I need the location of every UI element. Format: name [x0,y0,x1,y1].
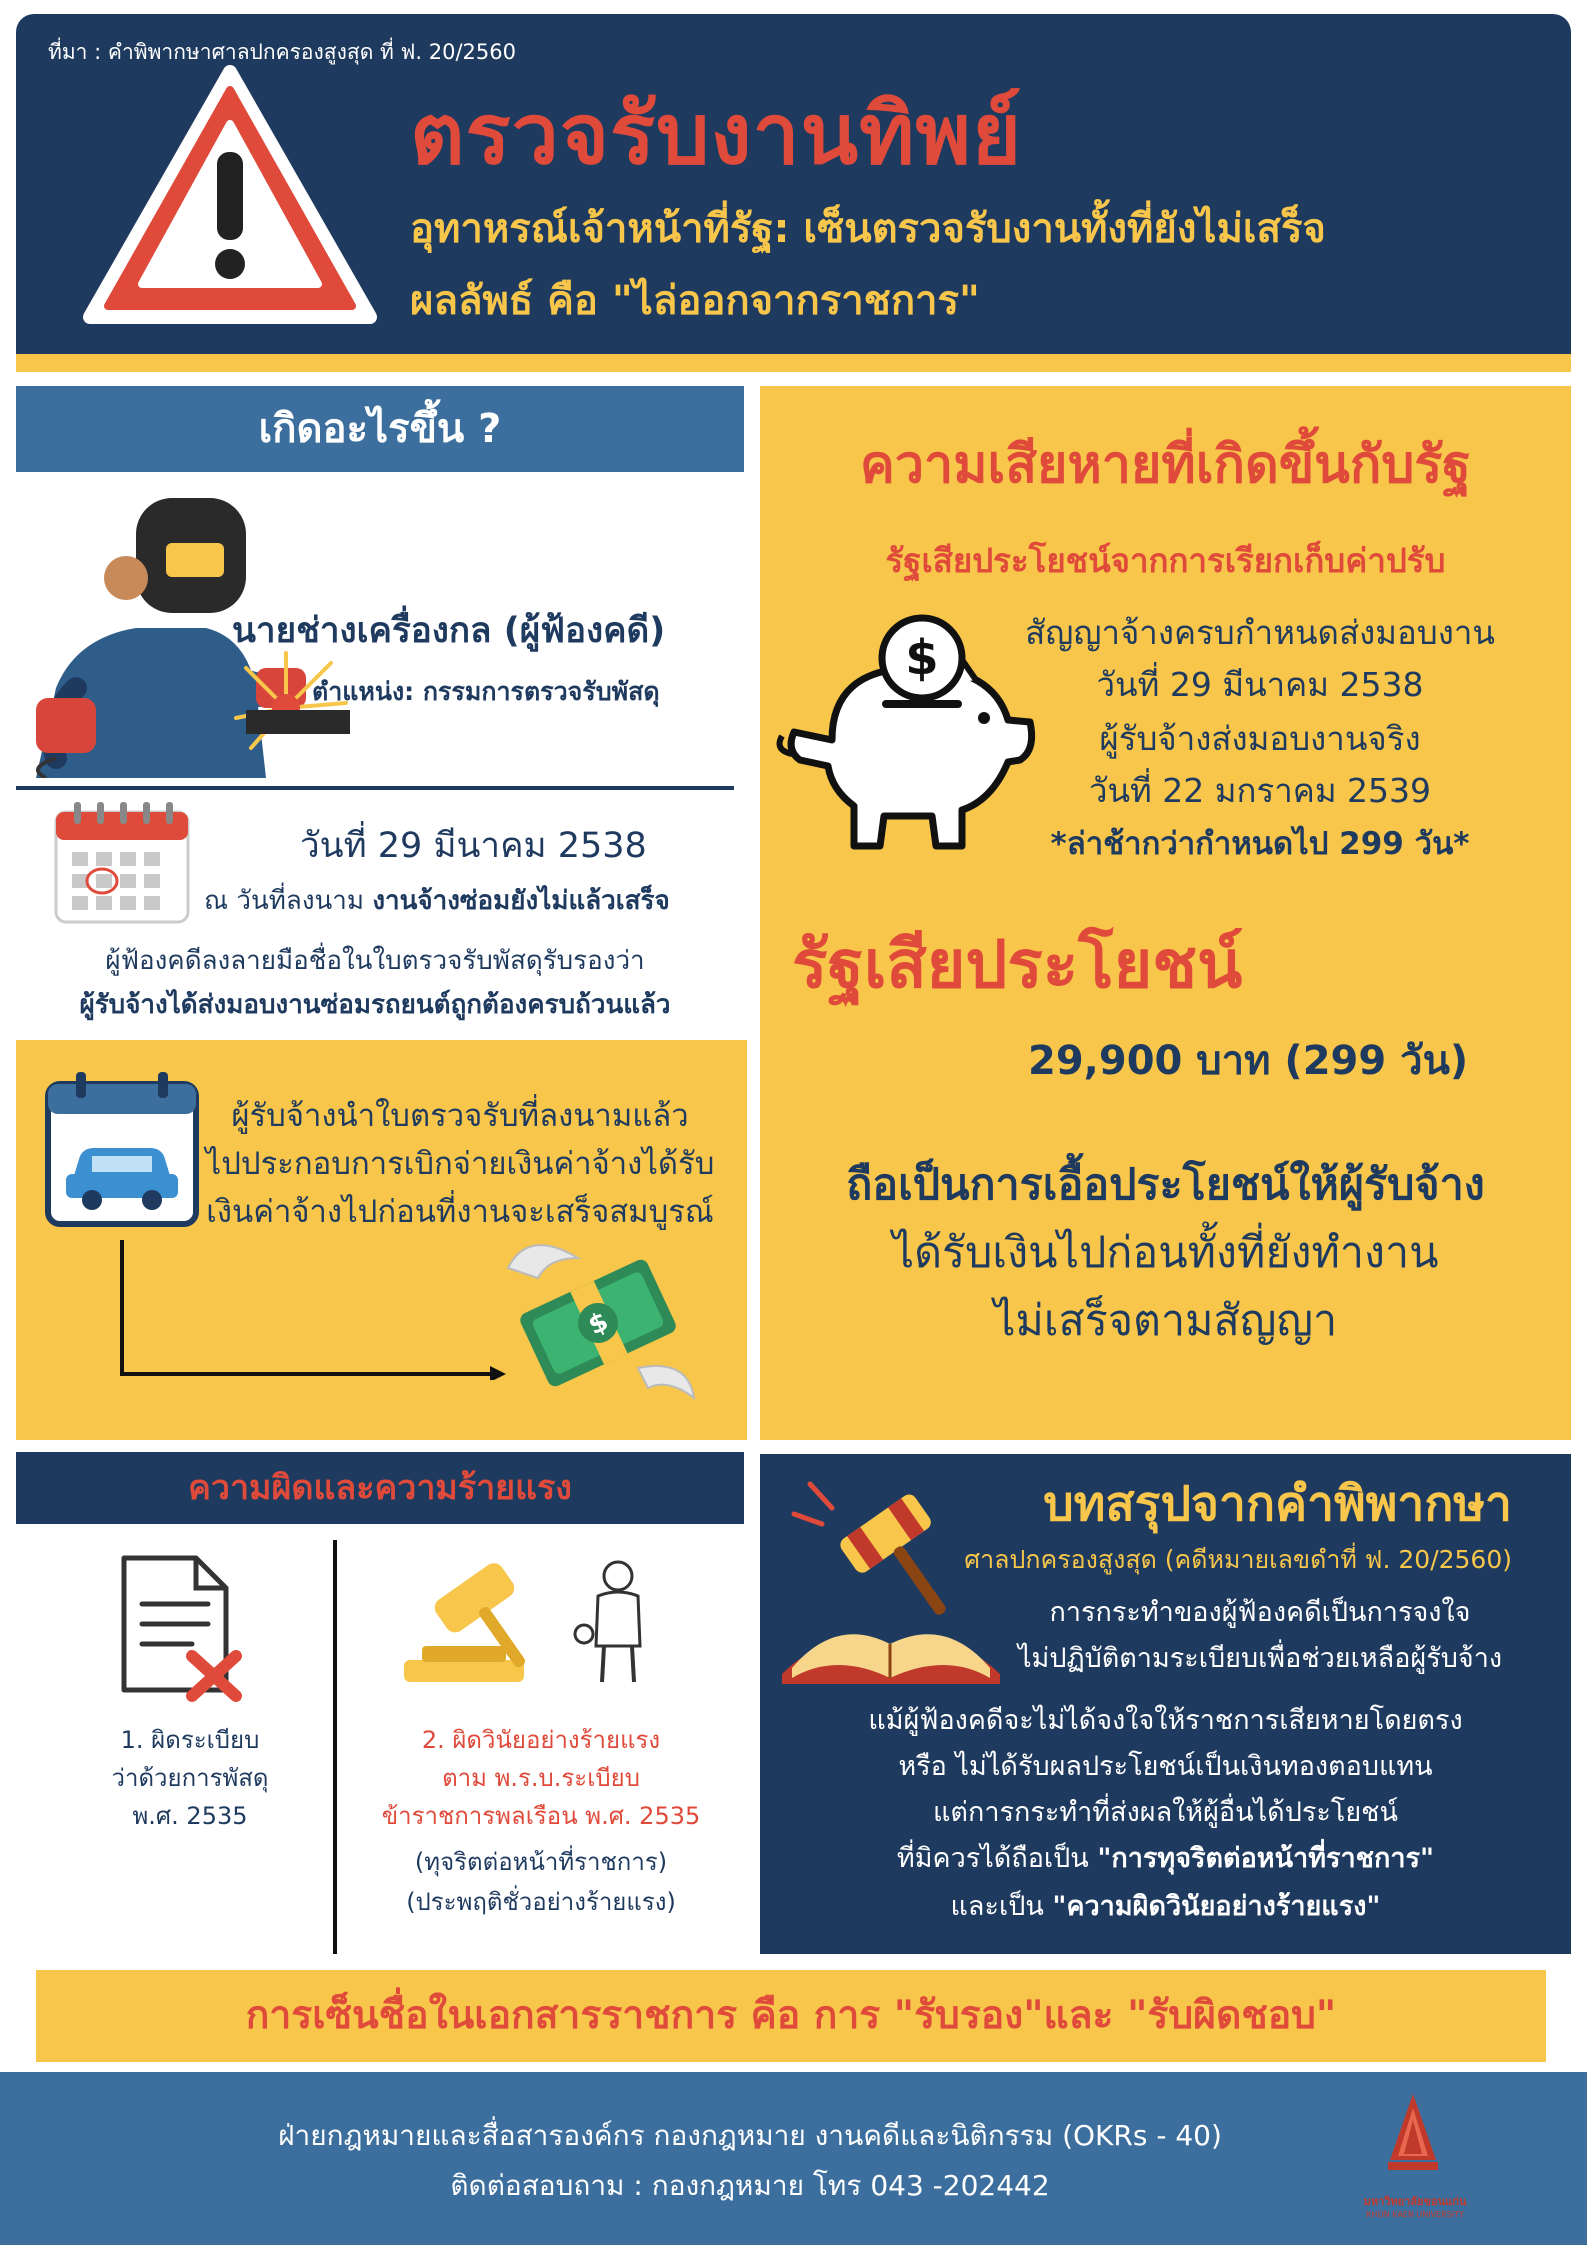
offense-divider [333,1540,337,1954]
offense-item-1-line-3: พ.ศ. 2535 [132,1802,248,1830]
damage-subheading: รัฐเสียประโยชน์จากการเรียกเก็บค่าปรับ [885,541,1446,580]
conclusion-line-7-bold: "ความผิดวินัยอย่างร้ายแรง" [1052,1891,1381,1922]
conclusion-line-4: หรือ ไม่ได้รับผลประโยชน์เป็นเงินทองตอบแทน [898,1751,1433,1782]
court-reference: ศาลปกครองสูงสุด (คดีหมายเลขดำที่ ฟ. 20/2560) [964,1545,1512,1574]
conclusion-line-7 [760,1884,1571,1927]
damage-line-4: วันที่ 22 มกราคม 2539 [1088,771,1432,810]
delay-note: *ล่าช้ากว่ากำหนดไป 299 วัน* [1050,826,1470,862]
signature-banner-text: การเซ็นชื่อในเอกสารราชการ คือ การ "รับรอง"และ "รับผิดชอบ" [245,1993,1337,2038]
conclusion-line-1: การกระทำของผู้ฟ้องคดีเป็นการจงใจ [1049,1597,1471,1628]
favor-line-3: ไม่เสร็จตามสัญญา [993,1296,1338,1346]
kku-logo-subtext: KHON KAEN UNIVERSITY [1366,2210,1464,2219]
signed-statement-line-2: ผู้รับจ้างได้ส่งมอบงานซ่อมรถยนต์ถูกต้องครบถ้วนแล้ว [79,990,671,1020]
offense-heading-bar [16,1452,744,1524]
subtitle-line-2: ผลลัพธ์ คือ "ไล่ออกจากราชการ" [410,278,980,324]
source-note: ที่มา : คำพิพากษาศาลปกครองสูงสุด ที่ ฟ. 20/2560 [48,40,516,64]
conclusion-line-5: แต่การกระทำที่ส่งผลให้ผู้อื่นได้ประโยชน์ [933,1797,1398,1828]
flow-arrow [110,1240,510,1380]
what-happened-heading: เกิดอะไรขึ้น ? [258,406,502,452]
signed-statement-line-1: ผู้ฟ้องคดีลงลายมือชื่อในใบตรวจรับพัสดุรับรองว่า [105,946,645,976]
car-calendar-icon [44,1070,200,1230]
header-bottom-stripe [16,354,1571,372]
footer-line-2: ติดต่อสอบถาม : กองกฎหมาย โทร 043 -202442 [450,2169,1050,2202]
conclusion-line-7-prefix: และเป็น [950,1891,1053,1922]
offense-item-2-line-1: 2. ผิดวินัยอย่างร้ายแรง [421,1726,661,1754]
plaintiff-position: ตำแหน่ง: กรรมการตรวจรับพัสดุ [312,677,660,706]
subtitle-line-1: อุทาหรณ์เจ้าหน้าที่รัฐ: เซ็นตรวจรับงานทั้งที่ยังไม่เสร็จ [410,206,1326,252]
signing-date-note-prefix: ณ วันที่ลงนาม [204,886,373,916]
document-rejected-icon [112,1552,252,1702]
damage-heading: ความเสียหายที่เกิดขึ้นกับรัฐ [860,435,1471,495]
offense-item-2-line-5: (ประพฤติชั่วอย่างร้ายแรง) [406,1888,676,1916]
main-title: ตรวจรับงานทิพย์ [410,85,1023,183]
loss-amount: 29,900 บาท (299 วัน) [1028,1038,1469,1084]
svg-text:$: $ [583,1306,613,1342]
signing-date: วันที่ 29 มีนาคม 2538 [300,826,647,866]
footer-line-1: ฝ่ายกฎหมายและสื่อสารองค์กร กองกฎหมาย งานคดีและนิติกรรม (OKRs - 40) [278,2119,1222,2152]
contractor-line-3: เงินค่าจ้างไปก่อนที่งานจะเสร็จสมบูรณ์ [206,1194,714,1230]
conclusion-heading: บทสรุปจากคำพิพากษา [1043,1476,1512,1532]
offense-heading: ความผิดและความร้ายแรง [188,1468,572,1508]
offense-item-2-line-3: ข้าราชการพลเรือน พ.ศ. 2535 [381,1802,701,1830]
metal-bar [246,710,350,734]
kku-logo-text: มหาวิทยาลัยขอนแก่น [1363,2195,1467,2208]
what-happened-heading-bar [16,386,744,472]
damage-line-3: ผู้รับจ้างส่งมอบงานจริง [1099,719,1421,758]
conclusion-line-2: ไม่ปฏิบัติตามระเบียบเพื่อช่วยเหลือผู้รับจ้าง [1017,1643,1503,1674]
offense-item-1-line-1: 1. ผิดระเบียบ [120,1726,260,1754]
svg-text:$: $ [905,630,939,686]
loss-heading: รัฐเสียประโยชน์ [792,926,1243,1003]
conclusion-line-6-prefix: ที่มิควรได้ถือเป็น [896,1843,1098,1874]
conclusion-line-6-bold: "การทุจริตต่อหน้าที่ราชการ" [1097,1843,1435,1874]
footer [0,2072,1587,2245]
signing-date-note-bold: งานจ้างซ่อมยังไม่แล้วเสร็จ [372,886,670,916]
gavel-arrest-icon [398,1556,658,1686]
offense-item-1-line-2: ว่าด้วยการพัสดุ [111,1764,269,1792]
signing-date-note [204,880,670,921]
contractor-line-1: ผู้รับจ้างนำใบตรวจรับที่ลงนามแล้ว [231,1098,689,1134]
signature-banner [36,1970,1546,2062]
damage-line-2: วันที่ 29 มีนาคม 2538 [1096,665,1424,704]
flying-money-icon [498,1228,698,1408]
offense-item-2-line-4: (ทุจริตต่อหน้าที่ราชการ) [414,1848,668,1876]
damage-line-1: สัญญาจ้างครบกำหนดส่งมอบงาน [1025,613,1495,652]
conclusion-line-3: แม้ผู้ฟ้องคดีจะไม่ได้จงใจให้ราชการเสียหายโดยตรง [868,1705,1463,1736]
offense-item-2-line-2: ตาม พ.ร.บ.ระเบียบ [442,1764,640,1792]
contractor-line-2: ไปประกอบการเบิกจ่ายเงินค่าจ้างได้รับ [205,1146,715,1182]
favor-line-1: ถือเป็นการเอื้อประโยชน์ให้ผู้รับจ้าง [846,1160,1485,1210]
kku-logo-icon [1378,2090,1448,2190]
favor-line-2: ได้รับเงินไปก่อนทั้งที่ยังทำงาน [892,1228,1439,1278]
plaintiff-title: นายช่างเครื่องกล (ผู้ฟ้องคดี) [232,611,666,651]
conclusion-line-6 [760,1836,1571,1879]
calendar-icon [52,800,192,926]
section-divider [16,786,734,790]
warning-icon [80,62,380,332]
